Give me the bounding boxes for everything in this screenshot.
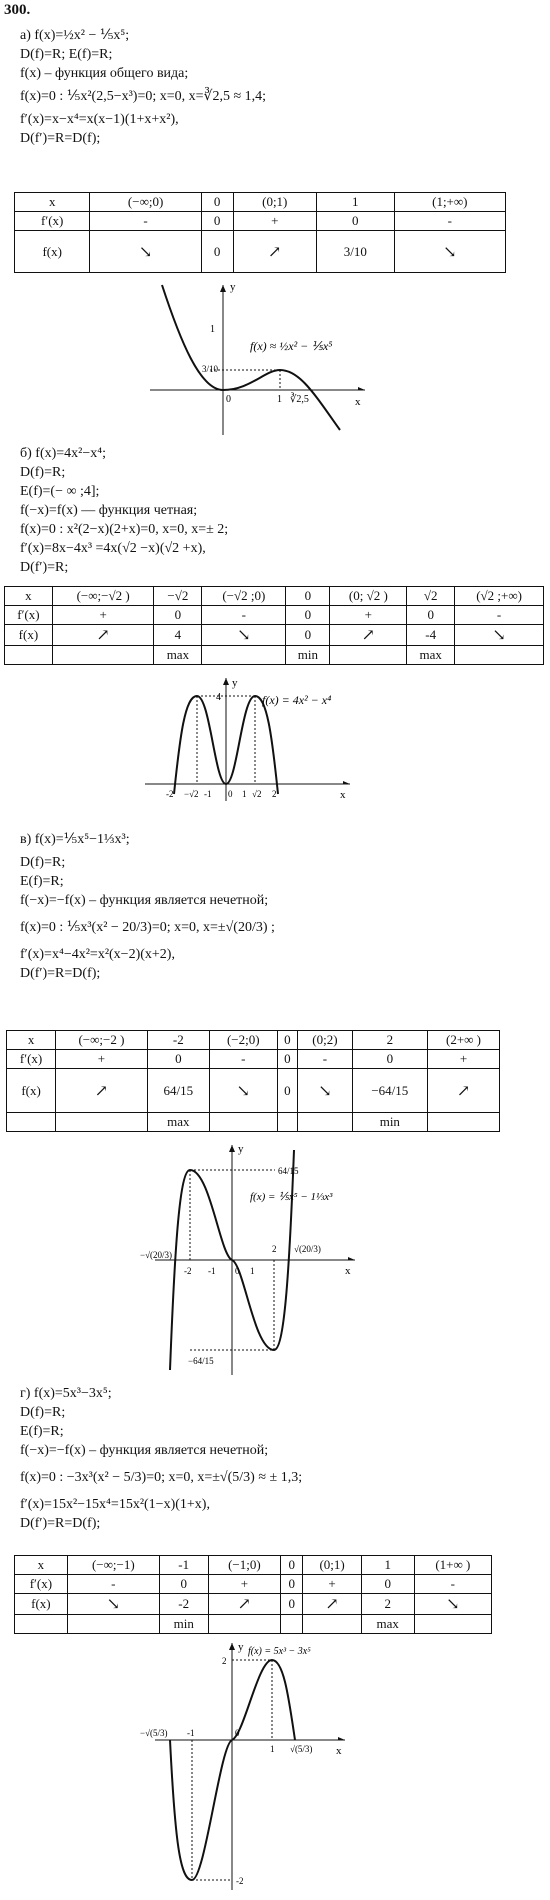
- part-b-table: [4, 586, 544, 665]
- part-d-line-5: f(x)=0 : −3x³(x² − 5/3)=0; x=0, x=±√(5/3) ≈ ± 1,3;: [20, 1470, 303, 1485]
- table-cell: max: [407, 646, 455, 665]
- table-cell: f′(x): [7, 1050, 56, 1069]
- table-cell: f′(x): [15, 1575, 68, 1594]
- table-cell: min: [286, 646, 330, 665]
- table-cell: +: [56, 1050, 148, 1069]
- table-cell: 0: [159, 1575, 208, 1594]
- table-cell: 0: [286, 587, 330, 606]
- tick-label: 0: [228, 789, 233, 799]
- part-a-line-2: D(f)=R; E(f)=R;: [20, 47, 113, 62]
- tick-label: ∛2,5: [290, 394, 309, 405]
- part-b-line-7: D(f′)=R;: [20, 560, 69, 575]
- table-cell: +: [330, 606, 407, 625]
- tick-label: -1: [204, 789, 212, 799]
- tick-label: 64/15: [278, 1166, 299, 1176]
- axis-x-label: x: [340, 789, 346, 801]
- table-row: [5, 625, 544, 646]
- table-cell: 0: [352, 1050, 427, 1069]
- graph-function-label: f(x) ≈ ½x² − ⅕x⁵: [250, 339, 333, 353]
- table-row: [7, 1113, 500, 1132]
- table-row: [5, 646, 544, 665]
- tick-label: 1: [242, 789, 247, 799]
- table-row: [7, 1050, 500, 1069]
- table-cell: +: [52, 606, 154, 625]
- table-cell: f′(x): [15, 212, 90, 231]
- table-cell: -: [455, 606, 544, 625]
- table-cell: max: [361, 1615, 414, 1634]
- table-cell: -2: [147, 1031, 209, 1050]
- part-c-table: [6, 1030, 500, 1132]
- table-cell: 1: [317, 193, 395, 212]
- table-cell: 0: [277, 1031, 298, 1050]
- table-cell: -: [209, 1050, 277, 1069]
- tick-label: −√(5/3): [140, 1728, 168, 1738]
- tick-label: 0: [235, 1266, 240, 1276]
- axis-x-label: x: [355, 396, 361, 408]
- table-cell: 0: [147, 1050, 209, 1069]
- tick-label: 0: [226, 394, 231, 405]
- table-cell: min: [352, 1113, 427, 1132]
- part-a-line-6: D(f′)=R=D(f);: [20, 131, 101, 146]
- tick-label: 3/10: [202, 364, 219, 374]
- table-cell: 2: [352, 1031, 427, 1050]
- table-cell: [202, 646, 286, 665]
- table-row: [7, 1069, 500, 1113]
- part-b-line-5: f(x)=0 : x²(2−x)(2+x)=0, x=0, x=± 2;: [20, 522, 229, 537]
- graph-function-label: f(x) = 5x³ − 3x⁵: [248, 1646, 311, 1657]
- table-cell: f(x): [7, 1069, 56, 1113]
- arrow-down-icon: [202, 625, 286, 646]
- table-cell: +: [303, 1575, 361, 1594]
- arrow-up-icon: [208, 1594, 281, 1615]
- table-row: [15, 212, 506, 231]
- table-cell: −√2: [154, 587, 202, 606]
- part-a-table: [14, 192, 506, 273]
- table-cell: 2: [361, 1594, 414, 1615]
- part-c-line-2: D(f)=R;: [20, 855, 66, 870]
- part-a-line-1: а) f(x)=½x² − ⅕x⁵;: [20, 28, 130, 43]
- table-cell: [455, 646, 544, 665]
- table-cell: [303, 1615, 361, 1634]
- part-c-line-6: f′(x)=x⁴−4x²=x²(x−2)(x+2),: [20, 947, 175, 962]
- part-b-text: [20, 444, 228, 577]
- table-cell: [5, 646, 53, 665]
- tick-label: 1: [210, 324, 215, 335]
- table-cell: -: [394, 212, 505, 231]
- table-cell: -2: [159, 1594, 208, 1615]
- table-cell: f′(x): [5, 606, 53, 625]
- table-cell: +: [208, 1575, 281, 1594]
- axis-x-label: x: [345, 1265, 351, 1277]
- tick-label: −√2: [184, 789, 199, 799]
- arrow-up-icon: [56, 1069, 148, 1113]
- part-d-line-2: D(f)=R;: [20, 1405, 66, 1420]
- table-row: [15, 231, 506, 273]
- arrow-up-icon: [428, 1069, 500, 1113]
- table-cell: [67, 1615, 159, 1634]
- table-cell: 3/10: [317, 231, 395, 273]
- tick-label: -1: [208, 1266, 216, 1276]
- table-cell: (0;1): [233, 193, 317, 212]
- table-cell: 0: [286, 606, 330, 625]
- table-cell: max: [154, 646, 202, 665]
- arrow-up-icon: [330, 625, 407, 646]
- table-cell: (−√2 ;0): [202, 587, 286, 606]
- table-cell: -1: [159, 1556, 208, 1575]
- table-cell: [414, 1615, 491, 1634]
- table-cell: [298, 1113, 352, 1132]
- part-c-text: [20, 830, 275, 983]
- problem-number: 300.: [4, 2, 31, 18]
- table-cell: (−1;0): [208, 1556, 281, 1575]
- table-cell: [330, 646, 407, 665]
- tick-label: 4: [216, 692, 221, 703]
- table-cell: -: [67, 1575, 159, 1594]
- table-cell: 4: [154, 625, 202, 646]
- part-c-line-1: в) f(x)=⅕x⁵−1⅓x³;: [20, 832, 130, 847]
- table-cell: 0: [281, 1575, 303, 1594]
- table-cell: [209, 1113, 277, 1132]
- table-cell: 0: [201, 193, 233, 212]
- tick-label: -2: [166, 789, 174, 799]
- table-cell: 64/15: [147, 1069, 209, 1113]
- table-cell: 0: [317, 212, 395, 231]
- table-row: [5, 587, 544, 606]
- table-cell: [428, 1113, 500, 1132]
- part-b-line-2: D(f)=R;: [20, 465, 66, 480]
- part-b-line-1: б) f(x)=4x²−x⁴;: [20, 446, 107, 461]
- table-cell: [281, 1615, 303, 1634]
- table-cell: -: [414, 1575, 491, 1594]
- part-a-graph: [140, 280, 370, 440]
- tick-label: √2: [252, 789, 262, 799]
- table-cell: 0: [277, 1069, 298, 1113]
- graph-function-label: f(x) = ⅕x⁵ − 1⅓x³: [250, 1191, 333, 1203]
- tick-label: −√(20/3): [140, 1250, 173, 1260]
- tick-label: 2: [272, 1244, 277, 1254]
- tick-label: √(5/3): [290, 1744, 313, 1754]
- table-cell: [56, 1113, 148, 1132]
- table-row: [7, 1031, 500, 1050]
- table-cell: min: [159, 1615, 208, 1634]
- part-a-line-3: f(x) – функция общего вида;: [20, 66, 189, 81]
- tick-label: 1: [250, 1266, 255, 1276]
- table-cell: 0: [281, 1594, 303, 1615]
- part-a-line-5: f′(x)=x−x⁴=x(x−1)(1+x+x²),: [20, 112, 179, 127]
- table-cell: max: [147, 1113, 209, 1132]
- table-cell: (−∞;0): [90, 193, 201, 212]
- table-row: [15, 193, 506, 212]
- part-d-line-3: E(f)=R;: [20, 1424, 64, 1439]
- table-cell: (0;2): [298, 1031, 352, 1050]
- arrow-up-icon: [52, 625, 154, 646]
- tick-label: 2: [222, 1656, 227, 1666]
- arrow-down-icon: [414, 1594, 491, 1615]
- table-cell: -: [298, 1050, 352, 1069]
- arrow-down-icon: [209, 1069, 277, 1113]
- table-cell: x: [15, 1556, 68, 1575]
- part-d-table: [14, 1555, 492, 1634]
- table-row: [15, 1556, 492, 1575]
- tick-label: 2: [272, 789, 277, 799]
- table-cell: (−∞;−1): [67, 1556, 159, 1575]
- part-d-line-6: f′(x)=15x²−15x⁴=15x²(1−x)(1+x),: [20, 1497, 210, 1512]
- part-a-line-4: f(x)=0 : ⅕x²(2,5−x³)=0; x=0, x=∛2,5 ≈ 1,4;: [20, 89, 267, 104]
- axis-y-label: y: [238, 1641, 244, 1653]
- part-d-graph: [140, 1640, 360, 1895]
- table-cell: [208, 1615, 281, 1634]
- table-cell: 1: [361, 1556, 414, 1575]
- table-cell: 0: [277, 1050, 298, 1069]
- table-cell: (−∞;−2 ): [56, 1031, 148, 1050]
- part-c-line-3: E(f)=R;: [20, 874, 64, 889]
- table-cell: (2+∞ ): [428, 1031, 500, 1050]
- part-b-line-6: f′(x)=8x−4x³ =4x(√2 −x)(√2 +x),: [20, 541, 206, 556]
- table-cell: +: [233, 212, 317, 231]
- part-b-line-4: f(−x)=f(x) — функция четная;: [20, 503, 198, 518]
- tick-label: -1: [187, 1728, 195, 1738]
- part-d-line-4: f(−x)=−f(x) – функция является нечетной;: [20, 1443, 269, 1458]
- table-cell: 0: [407, 606, 455, 625]
- table-cell: 0: [361, 1575, 414, 1594]
- part-c-graph: [140, 1140, 370, 1380]
- part-b-line-3: E(f)=(− ∞ ;4];: [20, 484, 100, 499]
- part-b-graph: [140, 676, 360, 806]
- table-cell: 0: [281, 1556, 303, 1575]
- table-cell: −64/15: [352, 1069, 427, 1113]
- table-cell: 0: [201, 212, 233, 231]
- table-row: [5, 606, 544, 625]
- axis-y-label: y: [238, 1143, 244, 1155]
- table-cell: x: [7, 1031, 56, 1050]
- part-a-text: [20, 26, 266, 148]
- table-row: [15, 1615, 492, 1634]
- arrow-up-icon: [233, 231, 317, 273]
- tick-label: −64/15: [188, 1356, 214, 1366]
- table-cell: (0;1): [303, 1556, 361, 1575]
- tick-label: √(20/3): [294, 1244, 321, 1254]
- arrow-down-icon: [394, 231, 505, 273]
- part-c-line-7: D(f′)=R=D(f);: [20, 966, 101, 981]
- tick-label: -2: [236, 1876, 244, 1886]
- table-cell: (0; √2 ): [330, 587, 407, 606]
- table-cell: 0: [201, 231, 233, 273]
- table-cell: 0: [154, 606, 202, 625]
- arrow-down-icon: [67, 1594, 159, 1615]
- table-cell: -4: [407, 625, 455, 646]
- table-cell: +: [428, 1050, 500, 1069]
- table-cell: [7, 1113, 56, 1132]
- table-row: [15, 1575, 492, 1594]
- tick-label: 0: [235, 1728, 240, 1738]
- table-cell: (−2;0): [209, 1031, 277, 1050]
- table-cell: (√2 ;+∞): [455, 587, 544, 606]
- table-cell: -: [202, 606, 286, 625]
- arrow-down-icon: [455, 625, 544, 646]
- tick-label: 1: [277, 394, 282, 405]
- table-row: [15, 1594, 492, 1615]
- part-d-text: [20, 1384, 302, 1533]
- table-cell: f(x): [5, 625, 53, 646]
- tick-label: 1: [270, 1744, 275, 1754]
- part-d-line-7: D(f′)=R=D(f);: [20, 1516, 101, 1531]
- table-cell: x: [5, 587, 53, 606]
- graph-function-label: f(x) = 4x² − x⁴: [262, 693, 332, 707]
- table-cell: (−∞;−√2 ): [52, 587, 154, 606]
- axis-x-label: x: [336, 1745, 342, 1757]
- table-cell: [277, 1113, 298, 1132]
- table-cell: -: [90, 212, 201, 231]
- table-cell: (1+∞ ): [414, 1556, 491, 1575]
- part-d-line-1: г) f(x)=5x³−3x⁵;: [20, 1386, 112, 1401]
- table-cell: f(x): [15, 1594, 68, 1615]
- table-cell: 0: [286, 625, 330, 646]
- part-c-line-4: f(−x)=−f(x) – функция является нечетной;: [20, 893, 269, 908]
- table-cell: f(x): [15, 231, 90, 273]
- table-cell: (1;+∞): [394, 193, 505, 212]
- arrow-up-icon: [303, 1594, 361, 1615]
- table-cell: √2: [407, 587, 455, 606]
- table-cell: x: [15, 193, 90, 212]
- axis-y-label: y: [230, 281, 236, 293]
- arrow-down-icon: [298, 1069, 352, 1113]
- table-cell: [15, 1615, 68, 1634]
- axis-y-label: y: [232, 677, 238, 689]
- part-c-line-5: f(x)=0 : ⅕x³(x² − 20/3)=0; x=0, x=±√(20/3) ;: [20, 920, 275, 935]
- table-cell: [52, 646, 154, 665]
- arrow-down-icon: [90, 231, 201, 273]
- tick-label: -2: [184, 1266, 192, 1276]
